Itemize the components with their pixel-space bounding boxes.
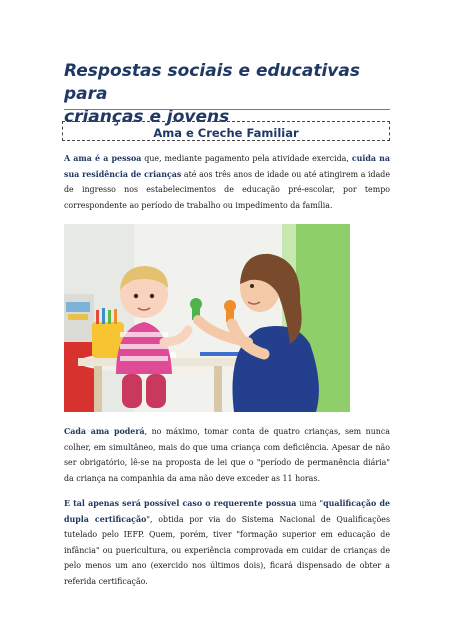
title-line-1: Respostas sociais e educativas para xyxy=(64,61,360,104)
paragraph-2-lead: Cada ama poderá xyxy=(64,427,145,436)
page-title xyxy=(64,60,364,129)
paragraph-3-text-a: uma " xyxy=(296,499,324,508)
paragraph-3 xyxy=(64,496,390,589)
title-line-2: crianças e jovens xyxy=(64,107,230,127)
paragraph-2 xyxy=(64,424,390,486)
section-heading-box xyxy=(62,121,390,141)
paragraph-1-highlight: cuida na sua residência de crianças xyxy=(64,154,391,179)
paragraph-3-text-b: ", obtida por via do Sistema Nacional de Qualificações tutelado pelo IEFP. Quem, porém, tiver "formação superior em educação de infância" ou puericultura, ou experiência comprovada em cuidar de crianças de pelo menos um ano (exercido nos últimos dois), ficará dispensado de obter a referida certificação. xyxy=(64,514,391,586)
paragraph-3-lead: E tal apenas será possível caso o requerente possua xyxy=(64,499,297,508)
title-divider xyxy=(64,109,390,110)
paragraph-2-text: , no máximo, tomar conta de quatro crianças, sem nunca colher, em simultâneo, mais do que uma criança com deficiência. Apesar de não ser obrigatório, lê-se na proposta de lei que o "período de permanência diária" da criança na companhia da ama não deve exceder as 11 horas. xyxy=(64,427,390,483)
paragraph-1 xyxy=(64,151,390,213)
paragraph-3-highlight: qualificação de dupla certificação xyxy=(64,499,390,524)
section-heading: Ama e Creche Familiar xyxy=(153,126,299,140)
paragraph-1-text-a: que, mediante pagamento pela atividade exercida, xyxy=(141,154,352,163)
photo-woman-and-toddler xyxy=(64,224,350,412)
paragraph-1-text-b: até aos três anos de idade ou até atingirem a idade de ingresso nos estabelecimentos de educação pré-escolar, por tempo correspondente ao período de trabalho ou impedimento da família. xyxy=(64,169,391,210)
paragraph-1-lead: A ama é a pessoa xyxy=(64,154,142,163)
